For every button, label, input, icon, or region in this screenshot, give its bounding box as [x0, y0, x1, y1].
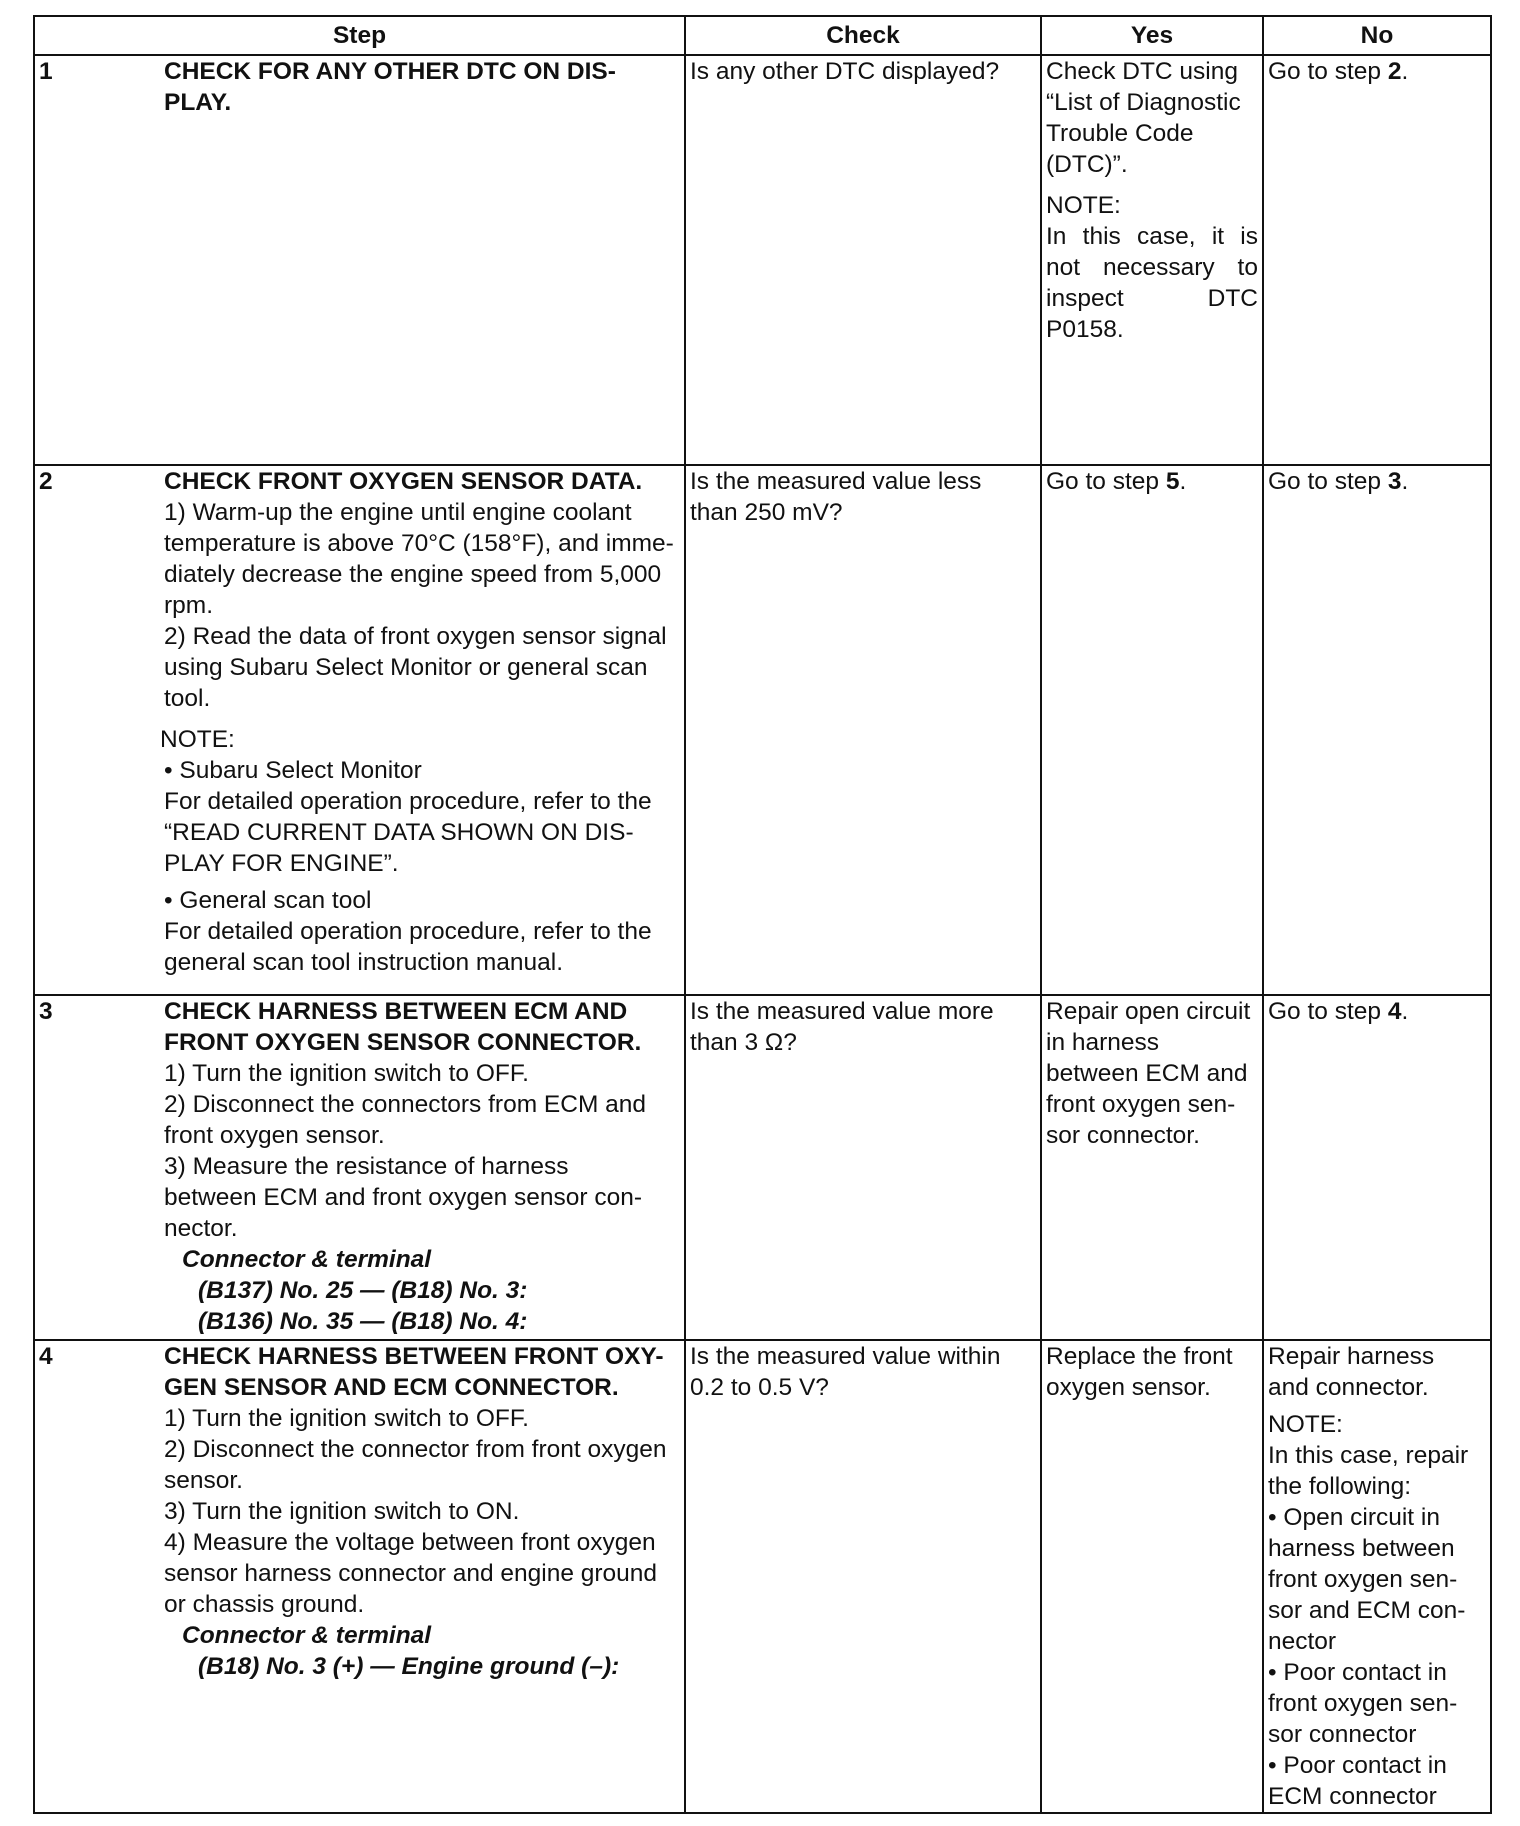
yes-cell	[1041, 55, 1263, 465]
step-body: using Subaru Select Monitor or general scan	[164, 654, 648, 681]
no-cell	[1263, 1340, 1491, 1813]
check-text: Is the measured value more	[690, 998, 994, 1025]
note-text: For detailed operation procedure, refer to the	[164, 788, 652, 815]
step-number: 1	[39, 58, 53, 85]
check-text: than 250 mV?	[690, 499, 843, 526]
note-text: not necessary to	[1046, 254, 1258, 281]
yes-text: Go to step 5.	[1046, 468, 1187, 495]
check-text: 0.2 to 0.5 V?	[690, 1374, 829, 1401]
step-body: 1) Turn the ignition switch to OFF.	[164, 1060, 529, 1087]
yes-text: Trouble Code	[1046, 120, 1194, 147]
connector-label: Connector & terminal	[182, 1246, 432, 1273]
note-bullet: • General scan tool	[164, 885, 680, 916]
step-body: nector.	[164, 1215, 238, 1242]
no-text: Go to step 3.	[1268, 468, 1409, 495]
yes-text: (DTC)”.	[1046, 151, 1128, 178]
no-text: and connector.	[1268, 1374, 1429, 1401]
step-cell	[34, 465, 685, 995]
step-title: FRONT OXYGEN SENSOR CONNECTOR.	[164, 1029, 642, 1056]
step-number: 2	[39, 468, 53, 495]
connector-terminal: (B18) No. 3 (+) — Engine ground (–):	[198, 1653, 620, 1680]
step-cell	[34, 1340, 685, 1813]
step-body: sensor harness connector and engine ground	[164, 1560, 658, 1587]
check-cell	[685, 995, 1041, 1340]
yes-cell	[1041, 1340, 1263, 1813]
table-row	[34, 55, 1491, 465]
table-row	[34, 465, 1491, 995]
yes-text: in harness	[1046, 1029, 1160, 1056]
step-body: or chassis ground.	[164, 1591, 365, 1618]
step-title: GEN SENSOR AND ECM CONNECTOR.	[164, 1374, 619, 1401]
connector-terminal: (B136) No. 35 — (B18) No. 4:	[198, 1308, 528, 1335]
step-cell	[34, 995, 685, 1340]
table-row	[34, 1340, 1491, 1813]
yes-text: “List of Diagnostic	[1046, 89, 1241, 116]
step-ref[interactable]: 4	[1387, 998, 1402, 1025]
step-body: 3) Turn the ignition switch to ON.	[164, 1498, 520, 1525]
step-body: 2) Disconnect the connectors from ECM and	[164, 1091, 647, 1118]
note-text: the following:	[1268, 1473, 1412, 1500]
no-cell	[1263, 995, 1491, 1340]
connector-terminal: (B137) No. 25 — (B18) No. 3:	[198, 1277, 528, 1304]
note-text: For detailed operation procedure, refer to the	[164, 918, 652, 945]
check-text: Is any other DTC displayed?	[690, 58, 1000, 85]
check-text: than 3 Ω?	[690, 1029, 797, 1056]
connector-label: Connector & terminal	[182, 1622, 432, 1649]
note-label: NOTE:	[1046, 192, 1121, 219]
note-text: sor and ECM con-	[1268, 1597, 1466, 1624]
yes-text: oxygen sensor.	[1046, 1374, 1211, 1401]
note-text: PLAY FOR ENGINE”.	[164, 850, 399, 877]
yes-text: Replace the front	[1046, 1343, 1233, 1370]
no-cell	[1263, 465, 1491, 995]
note-text: sor connector	[1268, 1721, 1417, 1748]
note-text: inspect DTC	[1046, 285, 1258, 312]
step-title: CHECK HARNESS BETWEEN ECM AND	[164, 998, 628, 1025]
yes-text: front oxygen sen-	[1046, 1091, 1236, 1118]
step-title: CHECK FRONT OXYGEN SENSOR DATA.	[164, 468, 643, 495]
step-body: 4) Measure the voltage between front oxygen	[164, 1529, 656, 1556]
note-text: nector	[1268, 1628, 1337, 1655]
step-body: between ECM and front oxygen sensor con-	[164, 1184, 643, 1211]
step-body: rpm.	[164, 592, 213, 619]
step-ref[interactable]: 2	[1387, 58, 1402, 85]
note-text: In this case, it is	[1046, 223, 1258, 250]
header-check: Check	[685, 16, 1041, 55]
step-cell	[34, 55, 685, 465]
step-body: 2) Read the data of front oxygen sensor signal	[164, 623, 667, 650]
check-cell	[685, 55, 1041, 465]
step-title: CHECK HARNESS BETWEEN FRONT OXY-	[164, 1343, 664, 1370]
step-title: PLAY.	[164, 89, 232, 116]
yes-text: Repair open circuit	[1046, 998, 1251, 1025]
step-body: 1) Warm-up the engine until engine coolant	[164, 499, 632, 526]
note-text: harness between	[1268, 1535, 1455, 1562]
note-label: NOTE:	[160, 726, 235, 753]
note-bullet: • Open circuit in	[1268, 1502, 1486, 1533]
note-text: front oxygen sen-	[1268, 1566, 1458, 1593]
header-step: Step	[34, 16, 685, 55]
no-text: Repair harness	[1268, 1343, 1435, 1370]
note-bullet: • Poor contact in	[1268, 1750, 1486, 1781]
yes-cell	[1041, 465, 1263, 995]
step-body: 1) Turn the ignition switch to OFF.	[164, 1405, 529, 1432]
step-number: 4	[39, 1343, 53, 1370]
note-bullet: • Subaru Select Monitor	[164, 755, 680, 786]
note-text: front oxygen sen-	[1268, 1690, 1458, 1717]
yes-text: Check DTC using	[1046, 58, 1238, 85]
header-yes: Yes	[1041, 16, 1263, 55]
step-body: temperature is above 70°C (158°F), and imme-	[164, 530, 674, 557]
check-text: Is the measured value less	[690, 468, 982, 495]
no-text: Go to step 2.	[1268, 58, 1409, 85]
header-row	[34, 16, 1491, 55]
check-cell	[685, 1340, 1041, 1813]
note-text: ECM connector	[1268, 1783, 1437, 1810]
no-text: Go to step 4.	[1268, 998, 1409, 1025]
no-cell	[1263, 55, 1491, 465]
yes-text: sor connector.	[1046, 1122, 1200, 1149]
note-bullet: • Poor contact in	[1268, 1657, 1486, 1688]
step-ref[interactable]: 3	[1387, 468, 1402, 495]
header-no: No	[1263, 16, 1491, 55]
note-label: NOTE:	[1268, 1411, 1343, 1438]
note-text: general scan tool instruction manual.	[164, 949, 564, 976]
step-body: diately decrease the engine speed from 5,000	[164, 561, 662, 588]
step-body: 3) Measure the resistance of harness	[164, 1153, 569, 1180]
step-body: sensor.	[164, 1467, 243, 1494]
table-row	[34, 995, 1491, 1340]
step-ref[interactable]: 5	[1165, 468, 1180, 495]
diagnostic-table	[33, 15, 1492, 1814]
note-text: P0158.	[1046, 316, 1124, 343]
note-text: In this case, repair	[1268, 1442, 1469, 1469]
yes-text: between ECM and	[1046, 1060, 1248, 1087]
step-body: 2) Disconnect the connector from front oxygen	[164, 1436, 667, 1463]
note-text: “READ CURRENT DATA SHOWN ON DIS-	[164, 819, 634, 846]
step-body: tool.	[164, 685, 211, 712]
step-body: front oxygen sensor.	[164, 1122, 385, 1149]
yes-cell	[1041, 995, 1263, 1340]
check-text: Is the measured value within	[690, 1343, 1001, 1370]
check-cell	[685, 465, 1041, 995]
step-title: CHECK FOR ANY OTHER DTC ON DIS-	[164, 58, 616, 85]
step-number: 3	[39, 998, 53, 1025]
